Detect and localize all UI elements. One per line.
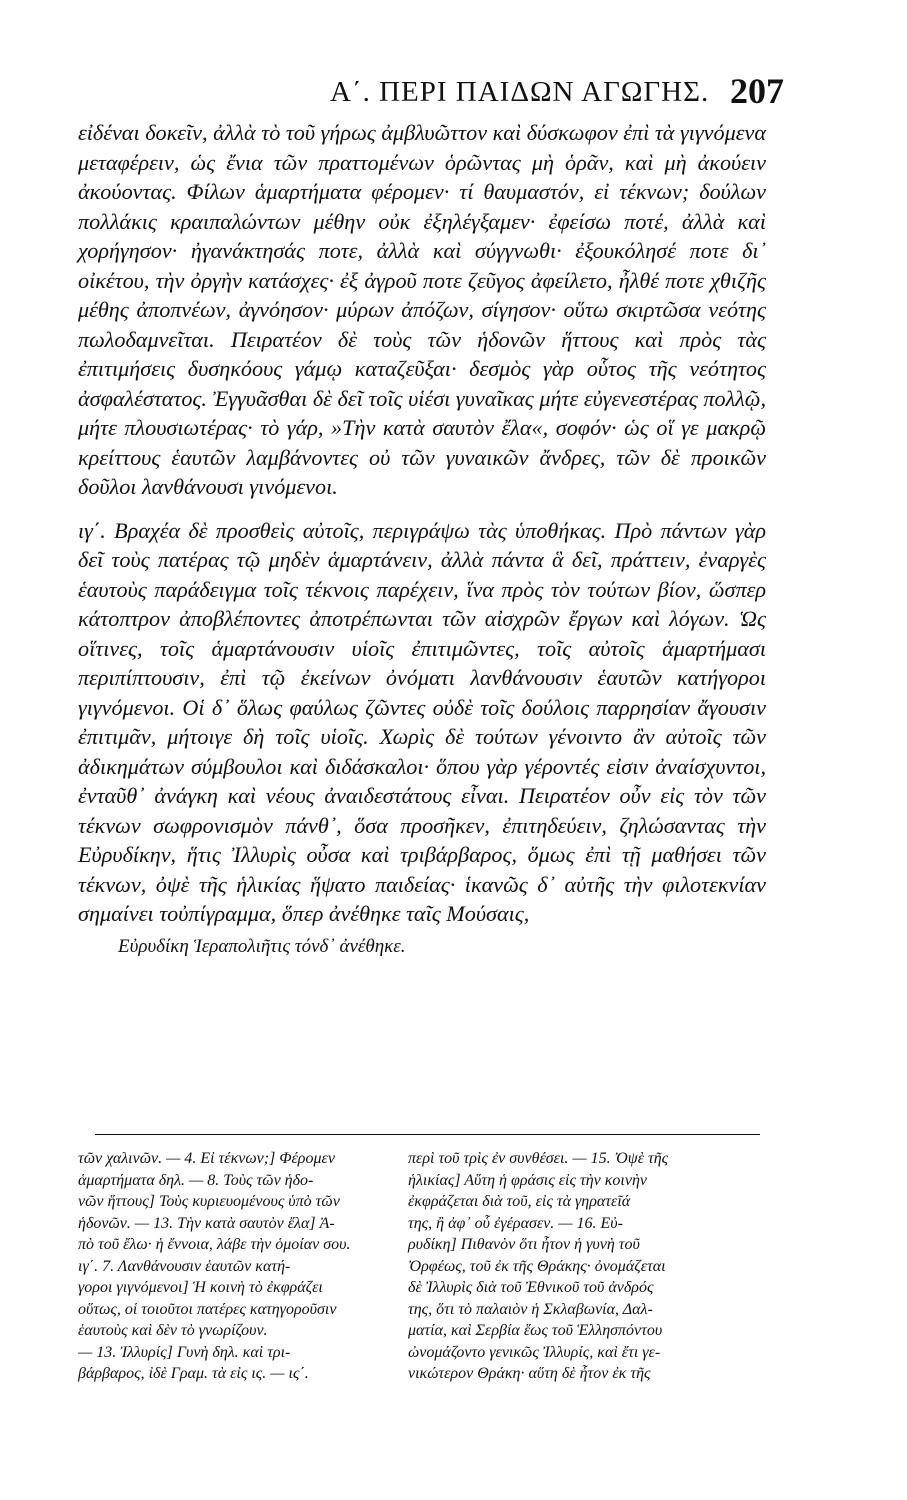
footnote-divider xyxy=(95,1134,760,1135)
footnote-line: πὸ τοῦ ἔλω· ἡ ἔννοια, λάβε τὴν ὁμοίαν σου. xyxy=(78,1236,351,1253)
footnote-line: ἡλικίας] Αὕτη ἡ φράσις εἰς τὴν κοινὴν xyxy=(408,1171,648,1189)
footnote-line: ἡδονῶν. — 13. Τὴν κατὰ σαυτὸν ἔλα] Ἀ- xyxy=(78,1214,335,1232)
epigram-inscription: Εὐρυδίκη Ἱεραπολιῆτις τόνδ᾽ ἀνέθηκε. xyxy=(118,935,406,957)
footnote-line: ρυδίκη] Πιθανὸν ὅτι ἦτον ἡ γυνὴ τοῦ xyxy=(408,1236,640,1253)
footnote-line: — 13. Ἰλλυρίς] Γυνὴ δηλ. καὶ τρι- xyxy=(78,1343,291,1361)
paragraph-section-13: ιγ΄. Βραχέα δὲ προσθεὶς αὐτοῖς, περιγράψω τὰς ὑποθήκας. Πρὸ πάντων γὰρ δεῖ τοὺς πατέρας τῷ μηδὲν ἁμαρτάνειν, ἀλλὰ πάντα ἃ δεῖ, πράττειν, ἐναργὲς ἑαυτοὺς παράδειγμα τοῖς τέκνοις παρέχειν, ἵνα πρὸς τὸν τούτων βίον, ὥσπερ κάτοπτρον ἀποβλέποντες ἀποτρέπωνται τῶν αἰσχρῶν ἔργων καὶ λόγων. Ὡς οἵτινες, τοῖς ἁμαρτάνουσιν υἱοῖς ἐπιτιμῶντες, τοῖς αὐτοῖς ἁμαρτήμασι περιπίπτουσιν, ἐπὶ τῷ ἐκείνων ὀνόματι λανθάνουσιν ἑαυτῶν κατήγοροι γιγνόμενοι. Οἱ δ᾽ ὅλως φαύλως ζῶντες οὐδὲ τοῖς δούλοις παρρησίαν ἄγουσιν ἐπιτιμᾶν, μήτοιγε δὴ τοῖς υἱοῖς. Χωρὶς δὲ τούτων γένοιντο ἂν αὐτοῖς τῶν ἀδικημάτων σύμβουλοι καὶ διδάσκαλοι· ὅπου γὰρ γέροντές εἰσιν ἀναίσχυντοι, ἐνταῦθ᾽ ἀνάγκη καὶ νέους ἀναιδεστάτους εἶναι. Πειρατέον οὖν εἰς τὸν τῶν τέκνων σωφρονισμὸν πάνθ᾽, ὅσα προσῆκεν, ἐπιτηδεύειν, ζηλώσαντας τὴν Εὐρυδίκην, ἥτις Ἰλλυρὶς οὖσα καὶ τριβάρβαρος, ὅμως ἐπὶ τῇ μαθήσει τῶν τέκνων, ὀψὲ τῆς ἡλικίας ἥψατο παιδείας· ἱκανῶς δ᾽ αὐτῆς τὴν φιλοτεκνίαν σημαίνει τοὐπίγραμμα, ὅπερ ἀνέθηκε ταῖς Μούσαις, xyxy=(78,517,766,926)
footnote-line: γοροι γιγνόμενοι] Ἡ κοινὴ τὸ ἐκφράζει xyxy=(78,1279,323,1296)
footnote-line: νῶν ἥττους] Τοὺς κυριευομένους ὑπὸ τῶν xyxy=(78,1193,340,1210)
footnote-line: Ὀρφέως, τοῦ ἐκ τῆς Θράκης· ὀνομάζεται xyxy=(408,1257,666,1275)
footnote-line: δὲ Ἰλλυρὶς διὰ τοῦ Ἐθνικοῦ τοῦ ἀνδρός xyxy=(408,1279,654,1296)
footnote-line: ματία, καὶ Σερβία ἕως τοῦ Ἑλλησπόντου xyxy=(408,1322,663,1339)
footnote-line: της, ὅτι τὸ παλαιὸν ἡ Σκλαβωνία, Δαλ- xyxy=(408,1300,653,1318)
footnotes-right-column xyxy=(408,1148,756,1385)
footnote-line: ἁμαρτήματα δηλ. — 8. Τοὺς τῶν ἡδο- xyxy=(78,1171,314,1189)
footnote-line: οὕτως, οἱ τοιοῦτοι πατέρες κατηγοροῦσιν xyxy=(78,1300,337,1318)
page-header xyxy=(330,70,800,118)
paragraph-continuation: εἰδέναι δοκεῖν, ἀλλὰ τὸ τοῦ γήρως ἀμβλυῶττον καὶ δύσκωφον ἐπὶ τὰ γιγνόμενα μεταφέρειν, ὡς ἔνια τῶν πραττομένων ὁρῶντας μὴ ὁρᾶν, καὶ μὴ ἀκούειν ἀκούοντας. Φίλων ἁμαρτήματα φέρομεν· τί θαυμαστόν, εἰ τέκνων; δούλων πολλάκις κραιπαλώντων μέθην οὐκ ἐξηλέγξαμεν· ἐφείσω ποτέ, ἀλλὰ καὶ χορήγησον· ἠγανάκτησάς ποτε, ἀλλὰ καὶ σύγγνωθι· ἐξουκόλησέ ποτε δι᾽ οἰκέτου, τὴν ὀργὴν κατάσχες· ἐξ ἀγροῦ ποτε ζεῦγος ἀφείλετο, ἦλθέ ποτε χθιζῆς μέθης ἀποπνέων, ἀγνόησον· μύρων ἀπόζων, σίγησον· οὕτω σκιρτῶσα νεότης πωλοδαμνεῖται. Πειρατέον δὲ τοὺς τῶν ἡδονῶν ἥττους καὶ πρὸς τὰς ἐπιτιμήσεις δυσηκόους γάμῳ καταζεῦξαι· δεσμὸς γὰρ οὗτος τῆς νεότητος ἀσφαλέστατος. Ἐγγυᾶσθαι δὲ δεῖ τοῖς υἱέσι γυναῖκας μήτε εὐγενεστέρας πολλῷ, μήτε πλουσιωτέρας· τὸ γάρ, »Τὴν κατὰ σαυτὸν ἔλα«, σοφόν· ὡς οἵ γε μακρῷ κρείττους ἑαυτῶν λαμβάνοντες οὐ τῶν γυναικῶν ἄνδρες, τῶν δὲ προικῶν δοῦλοι λανθάνουσι γινόμενοι. xyxy=(78,120,766,499)
footnote-line: νικώτερον Θράκη· αὕτη δὲ ἦτον ἐκ τῆς xyxy=(408,1365,651,1382)
footnote-line: ἐκφράζεται διὰ τοῦ, εἰς τὰ γηρατεῖά xyxy=(408,1193,631,1210)
footnote-line: βάρβαρος, ἰδὲ Γραμ. τὰ εἰς ις. — ις΄. xyxy=(78,1365,309,1382)
footnote-line: της, ἢ ἀφ᾽ οὗ ἐγέρασεν. — 16. Εὐ- xyxy=(408,1214,623,1232)
footnotes-left-column xyxy=(78,1148,418,1385)
running-head: Α΄. ΠΕΡΙ ΠΑΙΔΩΝ ΑΓΩΓΗΣ. xyxy=(330,76,710,108)
footnote-line: περὶ τοῦ τρὶς ἐν συνθέσει. — 15. Ὀψὲ τῆς xyxy=(408,1150,669,1167)
footnote-line: τῶν χαλινῶν. — 4. Εἰ τέκνων;] Φέρομεν xyxy=(78,1150,335,1167)
footnote-line: ιγ΄. 7. Λανθάνουσιν ἑαυτῶν κατή- xyxy=(78,1257,291,1275)
footnote-line: ὠνομάζοντο γενικῶς Ἰλλυρίς, καὶ ἔτι γε- xyxy=(408,1343,661,1361)
page-number: 207 xyxy=(730,71,784,111)
footnote-line: ἑαυτοὺς καὶ δὲν τὸ γνωρίζουν. xyxy=(78,1322,268,1339)
main-text xyxy=(78,118,766,959)
